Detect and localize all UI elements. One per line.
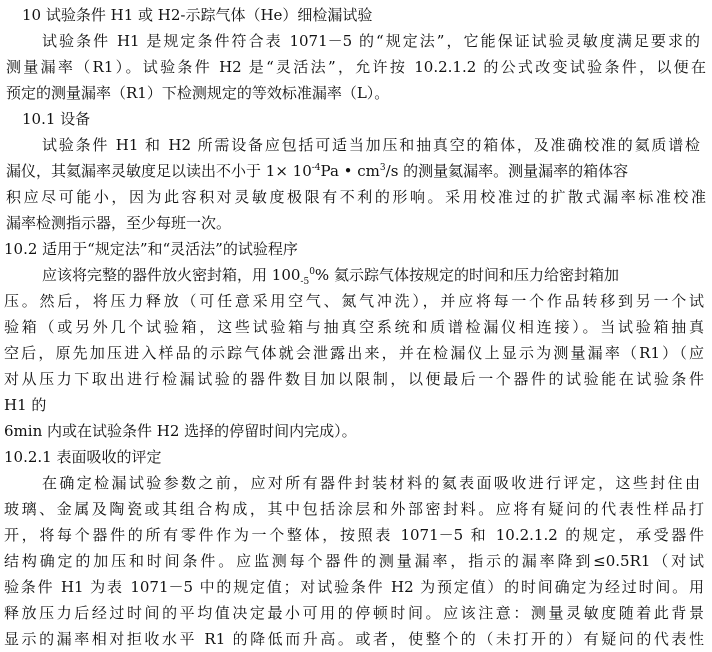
paragraph-line-with-formula — [42, 262, 700, 288]
exponent: 3 — [379, 163, 386, 173]
formula-rest: % 氦示踪气体按规定的时间和压力给密封箱加 — [314, 266, 619, 284]
section-heading-10-2-1: 10.2.1 表面吸收的评定 — [4, 448, 162, 466]
exponent: -4 — [311, 163, 321, 173]
formula-text: 漏仪，其氦漏率灵敏度足以读出不小于 1× 10 — [6, 162, 312, 180]
paragraph-line: 显示的漏率相对拒收水平 R1 的降低而升高。或者，使整个的（未打开的）有疑问的代表性 — [4, 630, 704, 648]
paragraph-line-with-formula — [6, 158, 628, 184]
unit-text: Pa • cm — [320, 162, 380, 180]
section-heading-10: 10 试验条件 H1 或 H2-示踪气体（He）细检漏试验 — [22, 6, 373, 24]
paragraph-line: 积应尽可能小，因为此容积对灵敏度极限有不利的形响。采用校准过的扩散式漏率标准校准 — [6, 188, 706, 206]
paragraph-line: 试验条件 H1 是规定条件符合表 1071－5 的“规定法”，它能保证试验灵敏度满足要求的 — [42, 32, 700, 50]
paragraph-line: 对从压力下取出进行检漏试验的器件数目加以限制，以便最后一个器件的试验能在试验条件 — [4, 370, 704, 388]
paragraph-line: 释放压力后经过时间的平均值决定最小可用的停顿时间。应该注意：测量灵敏度随着此背景 — [4, 604, 704, 622]
paragraph-line: 漏率检测指示器，至少每班一次。 — [6, 214, 232, 232]
paragraph-line: 试验条件 H1 和 H2 所需设备应包括可适当加压和抽真空的箱体，及准确校准的氦质谱检 — [42, 136, 700, 154]
paragraph-line: 压。然后，将压力释放（可任意采用空气、氮气冲洗），并应将每一个作品转移到另一个试 — [4, 292, 704, 310]
paragraph-line: 6min 内或在试验条件 H2 选择的停留时间内完成）。 — [4, 422, 357, 440]
formula-text: 应该将完整的器件放火密封箱，用 100 — [42, 266, 301, 284]
section-heading-10-2: 10.2 适用于“规定法”和“灵活法”的试验程序 — [4, 240, 298, 258]
section-heading-10-1: 10.1 设备 — [22, 110, 91, 128]
paragraph-line: H1 的 — [4, 396, 47, 414]
formula-rest: /s 的测量氦漏率。测量漏率的箱体容 — [385, 162, 629, 180]
subscript: -5 — [300, 277, 310, 287]
paragraph-line: 验箱（或另外几个试验箱，这些试验箱与抽真空系统和质谱检漏仪相连接）。当试验箱抽真 — [4, 318, 704, 336]
paragraph-line: 结构确定的加压和时间条件。应监测每个器件的测量漏率，指示的漏率降到≤0.5R1（对试 — [4, 552, 704, 570]
paragraph-line: 验条件 H1 为表 1071－5 中的规定值；对试验条件 H2 为预定值）的时间确定为经过时间。用 — [4, 578, 704, 596]
superscript: 0 — [309, 267, 315, 277]
paragraph-line: 测量漏率（R1）。试验条件 H2 是“灵活法”，允许按 10.2.1.2 的公式改变试验条件，以便在 — [6, 58, 706, 76]
paragraph-line: 空后，原先加压进入样品的示踪气体就会泄露出来，并在检漏仪上显示为测量漏率（R1）（应 — [4, 344, 704, 362]
paragraph-line: 玻璃、金属及陶瓷或其组合构成，其中包括涂层和外部密封料。应将有疑问的代表性样品打 — [4, 500, 704, 518]
paragraph-line: 开，将每个器件的所有零件作为一个整体，按照表 1071－5 和 10.2.1.2 的规定，承受器件 — [4, 526, 704, 544]
paragraph-line: 在确定检漏试验参数之前，应对所有器件封装材料的氦表面吸收进行评定，这些封住由 — [42, 474, 700, 492]
paragraph-line: 预定的测量漏率（R1）下检测规定的等效标准漏率（L）。 — [6, 84, 390, 102]
